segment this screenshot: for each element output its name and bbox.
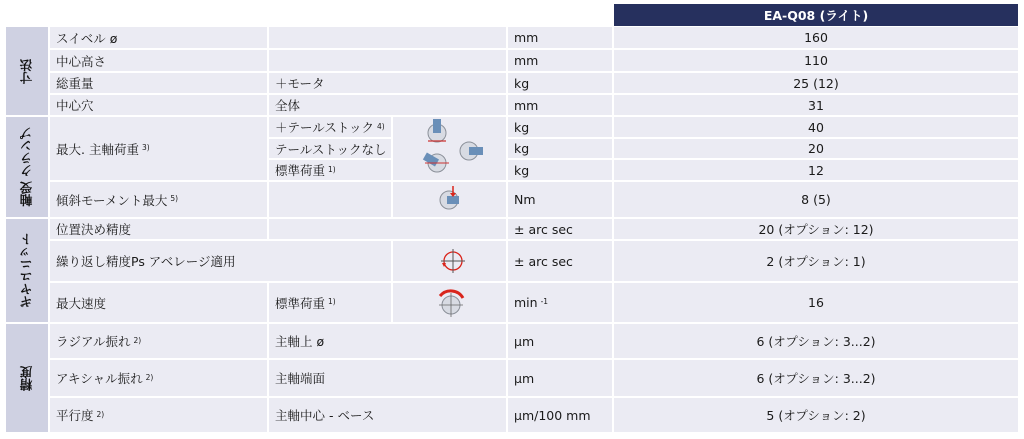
- section-label: 軸受 クランプ: [19, 127, 35, 207]
- param-swivel-diameter: スイベル ø: [50, 27, 267, 48]
- param-axial-runout: アキシャル振れ $^{2)}$: [50, 360, 267, 396]
- value-cell: 160: [614, 27, 1018, 48]
- section-label: 精度: [19, 365, 35, 391]
- tilting-moment-icon: [393, 182, 506, 217]
- unit-cell: kg: [508, 160, 612, 180]
- param-radial-runout: ラジアル振れ $^{2)}$: [50, 324, 267, 358]
- unit-cell: kg: [508, 117, 612, 137]
- value-cell: 20 (オプション: 12): [614, 219, 1018, 239]
- value-cell: 6 (オプション: 3...2): [614, 324, 1018, 358]
- unit-cell: ± arc sec: [508, 219, 612, 239]
- cond-cell: ＋テールストック $^{4)}$: [269, 117, 391, 137]
- repeatability-icon-area: [393, 241, 506, 281]
- cond-cell: [269, 219, 506, 239]
- param-max-tilting-moment: 傾斜モーメント最大 $^{5)}$: [50, 182, 267, 217]
- param-center-hole: 中心穴: [50, 95, 267, 115]
- unit-cell: µm: [508, 360, 612, 396]
- param-max-speed: 最大速度: [50, 283, 267, 322]
- param-positioning-accuracy: 位置決め精度: [50, 219, 267, 239]
- cond-cell: 主軸端面: [269, 360, 506, 396]
- crosshair-icon: [393, 241, 506, 281]
- unit-cell: µm/100 mm: [508, 398, 612, 432]
- unit-cell: mm: [508, 50, 612, 71]
- unit-cell: min $^{-1}$: [508, 283, 612, 322]
- value-cell: 20: [614, 139, 1018, 158]
- load-icon-area: [393, 117, 506, 180]
- value-cell: 6 (オプション: 3...2): [614, 360, 1018, 396]
- unit-cell: Nm: [508, 182, 612, 217]
- value-cell: 8 (5): [614, 182, 1018, 217]
- unit-cell: mm: [508, 27, 612, 48]
- value-cell: 110: [614, 50, 1018, 71]
- value-cell: 40: [614, 117, 1018, 137]
- param-total-weight: 総重量: [50, 73, 267, 93]
- section-label: ギヤユニット: [19, 233, 35, 308]
- unit-cell: kg: [508, 73, 612, 93]
- section-dimensions: [6, 27, 48, 115]
- rotation-speed-icon: [393, 283, 506, 322]
- value-cell: 25 (12): [614, 73, 1018, 93]
- unit-cell: µm: [508, 324, 612, 358]
- cond-cell: 主軸上 ø: [269, 324, 506, 358]
- cond-cell: [269, 27, 506, 48]
- param-max-spindle-load: 最大. 主軸荷重 $^{3)}$: [50, 117, 267, 180]
- value-cell: 16: [614, 283, 1018, 322]
- section-gear-unit: [6, 219, 48, 322]
- cond-cell: 全体: [269, 95, 506, 115]
- param-center-height: 中心高さ: [50, 50, 267, 71]
- cond-cell: 主軸中心 - ベース: [269, 398, 506, 432]
- cond-cell: 標準荷重 $^{1)}$: [269, 283, 391, 322]
- unit-cell: mm: [508, 95, 612, 115]
- value-cell: 31: [614, 95, 1018, 115]
- tilting-icon-area: [393, 182, 506, 217]
- unit-cell: kg: [508, 139, 612, 158]
- cond-cell: [269, 182, 391, 217]
- value-cell: 5 (オプション: 2): [614, 398, 1018, 432]
- param-repeatability: 繰り返し精度Ps アベレージ適用: [50, 241, 391, 281]
- cond-cell: 標準荷重 $^{1)}$: [269, 160, 391, 180]
- model-header: EA-Q08 (ライト): [614, 4, 1018, 26]
- value-cell: 12: [614, 160, 1018, 180]
- unit-cell: ± arc sec: [508, 241, 612, 281]
- cond-cell: テールストックなし: [269, 139, 391, 158]
- param-parallelism: 平行度 $^{2)}$: [50, 398, 267, 432]
- spindle-load-icon: [393, 117, 506, 180]
- section-bearing-clamp: [6, 117, 48, 217]
- speed-icon-area: [393, 283, 506, 322]
- cond-cell: [269, 50, 506, 71]
- cond-cell: ＋モータ: [269, 73, 506, 93]
- value-cell: 2 (オプション: 1): [614, 241, 1018, 281]
- section-accuracy: [6, 324, 48, 432]
- section-label: 寸法: [19, 58, 35, 84]
